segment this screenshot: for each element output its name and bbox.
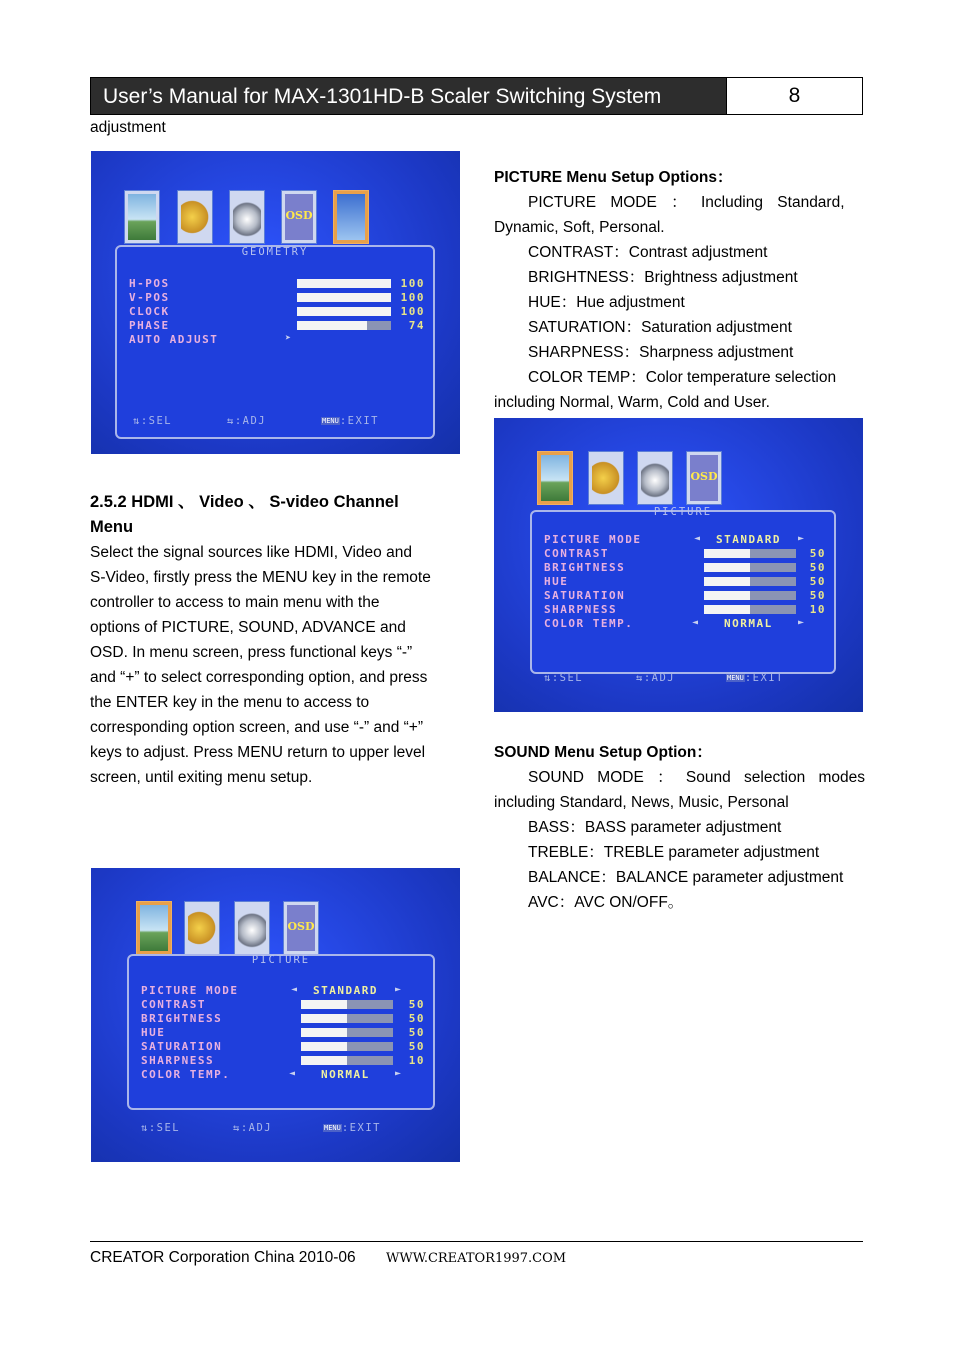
body-line: TREBLE：TREBLE parameter adjustment: [528, 844, 820, 861]
sound-heading: SOUND Menu Setup Option：: [494, 744, 712, 761]
picture-options-text: [494, 190, 864, 415]
osd-row: SHARPNESS 10: [141, 1054, 425, 1067]
geometry-panel-title: GEOMETRY: [241, 246, 309, 258]
osd-footer-exit: MENU:EXIT: [727, 672, 784, 684]
osd-row: CONTRAST 50: [544, 547, 826, 560]
level-fill: [704, 549, 750, 558]
picture-panel-title: PICTURE: [251, 954, 311, 966]
body-line: Select the signal sources like HDMI, Video and: [90, 544, 412, 561]
osd-row-color-temp: COLOR TEMP. ◄ NORMAL ►: [544, 617, 806, 630]
body-line: BALANCE：BALANCE parameter adjustment: [528, 869, 844, 886]
level-fill: [704, 605, 750, 614]
osd-row-picture-mode: PICTURE MODE ◄ STANDARD ►: [141, 984, 403, 997]
footer-website: WWW.CREATOR1997.COM: [386, 1251, 567, 1266]
body-line: SOUND MODE ： Sound selection modes: [528, 769, 866, 786]
carryover-word: adjustment: [90, 119, 166, 136]
body-line: S-Video, firstly press the MENU key in the remote: [90, 569, 431, 586]
osd-footer-adj: ⇆:ADJ: [636, 672, 676, 684]
picture-panel: [127, 954, 435, 1110]
osd-row: BRIGHTNESS 50: [544, 561, 826, 574]
osd-footer-adj: ⇆:ADJ: [227, 415, 267, 427]
picture-menu-icon: [537, 451, 573, 505]
body-line: options of PICTURE, SOUND, ADVANCE and: [90, 619, 406, 636]
osd-menu-icon: OSD: [283, 901, 319, 955]
level-fill: [301, 1028, 347, 1037]
body-line: CONTRAST：Contrast adjustment: [528, 244, 768, 261]
picture-panel: [530, 506, 836, 674]
osd-row-picture-mode: PICTURE MODE ◄ STANDARD ►: [544, 533, 806, 546]
osd-row: SHARPNESS 10: [544, 603, 826, 616]
osd-row: CONTRAST 50: [141, 998, 425, 1011]
osd-row: SATURATION 50: [141, 1040, 425, 1053]
picture-osd-screenshot-right: [494, 418, 863, 712]
page-number: 8: [726, 78, 862, 114]
osd-row: H-POS 100: [129, 277, 425, 290]
body-line: Dynamic, Soft, Personal.: [494, 219, 665, 236]
picture-menu-icon: [124, 190, 160, 244]
footer-rule: [90, 1241, 863, 1242]
picture-panel-title: PICTURE: [653, 506, 713, 518]
level-fill: [704, 577, 750, 586]
body-line: HUE：Hue adjustment: [528, 294, 685, 311]
advance-menu-icon: [229, 190, 265, 244]
body-line: BASS：BASS parameter adjustment: [528, 819, 782, 836]
body-line: COLOR TEMP：Color temperature selection: [528, 369, 837, 386]
osd-row: BRIGHTNESS 50: [141, 1012, 425, 1025]
body-line: including Standard, News, Music, Personal: [494, 794, 789, 811]
body-line: including Normal, Warm, Cold and User.: [494, 394, 770, 411]
osd-footer-exit: MENU:EXIT: [324, 1122, 381, 1134]
level-fill: [301, 1014, 347, 1023]
section-heading-line1: 2.5.2 HDMI 、 Video 、 S-video Channel: [90, 493, 399, 511]
sound-menu-icon: [588, 451, 624, 505]
osd-row: SATURATION 50: [544, 589, 826, 602]
osd-row: HUE 50: [141, 1026, 425, 1039]
osd-row: V-POS 100: [129, 291, 425, 304]
body-line: keys to adjust. Press MENU return to upper level: [90, 744, 426, 761]
osd-row-auto-adjust: AUTO ADJUST ➤: [129, 333, 293, 346]
header-bar: [90, 77, 863, 115]
sound-menu-icon: [177, 190, 213, 244]
osd-row: HUE 50: [544, 575, 826, 588]
body-line: corresponding option screen, and use “-” and “+”: [90, 719, 424, 736]
level-fill: [704, 563, 750, 572]
level-fill: [297, 279, 391, 288]
body-line: and “+” to select corresponding option, and press: [90, 669, 428, 686]
geometry-osd-screenshot: [91, 151, 460, 454]
osd-row: PHASE 74: [129, 319, 425, 332]
osd-row-color-temp: COLOR TEMP. ◄ NORMAL ►: [141, 1068, 403, 1081]
body-line: the ENTER key in the menu to access to: [90, 694, 370, 711]
body-line: SHARPNESS：Sharpness adjustment: [528, 344, 794, 361]
level-fill: [704, 591, 750, 600]
body-line: screen, until exiting menu setup.: [90, 769, 313, 786]
picture-heading: PICTURE Menu Setup Options：: [494, 169, 733, 186]
sound-menu-icon: [184, 901, 220, 955]
osd-footer-sel: ⇅:SEL: [544, 672, 584, 684]
level-fill: [297, 307, 391, 316]
body-line: PICTURE MODE ： Including Standard,: [528, 194, 845, 211]
geometry-menu-icon: [333, 190, 369, 244]
geometry-panel: [115, 245, 435, 439]
level-fill: [301, 1042, 347, 1051]
picture-osd-screenshot-bottom: [91, 868, 460, 1162]
osd-menu-icon: OSD: [281, 190, 317, 244]
body-line: AVC：AVC ON/OFF。: [528, 894, 684, 911]
level-fill: [297, 321, 367, 330]
advance-menu-icon: [234, 901, 270, 955]
advance-menu-icon: [637, 451, 673, 505]
level-fill: [301, 1000, 347, 1009]
manual-title: User’s Manual for MAX-1301HD-B Scaler Switching System: [91, 78, 726, 114]
left-body-text: [90, 540, 461, 790]
level-fill: [297, 293, 391, 302]
osd-menu-icon: OSD: [686, 451, 722, 505]
body-line: SATURATION：Saturation adjustment: [528, 319, 792, 336]
body-line: OSD. In menu screen, press functional keys “-”: [90, 644, 413, 661]
level-fill: [301, 1056, 347, 1065]
osd-footer-sel: ⇅:SEL: [141, 1122, 181, 1134]
picture-menu-icon: [136, 901, 172, 955]
osd-footer-adj: ⇆:ADJ: [233, 1122, 273, 1134]
body-line: BRIGHTNESS：Brightness adjustment: [528, 269, 798, 286]
sound-options-text: [494, 765, 864, 915]
osd-footer-sel: ⇅:SEL: [133, 415, 173, 427]
footer-company: CREATOR Corporation China 2010-06: [90, 1249, 356, 1266]
osd-row: CLOCK 100: [129, 305, 425, 318]
osd-footer-exit: MENU:EXIT: [322, 415, 379, 427]
body-line: controller to access to main menu with the: [90, 594, 380, 611]
section-heading-line2: Menu: [90, 518, 134, 536]
